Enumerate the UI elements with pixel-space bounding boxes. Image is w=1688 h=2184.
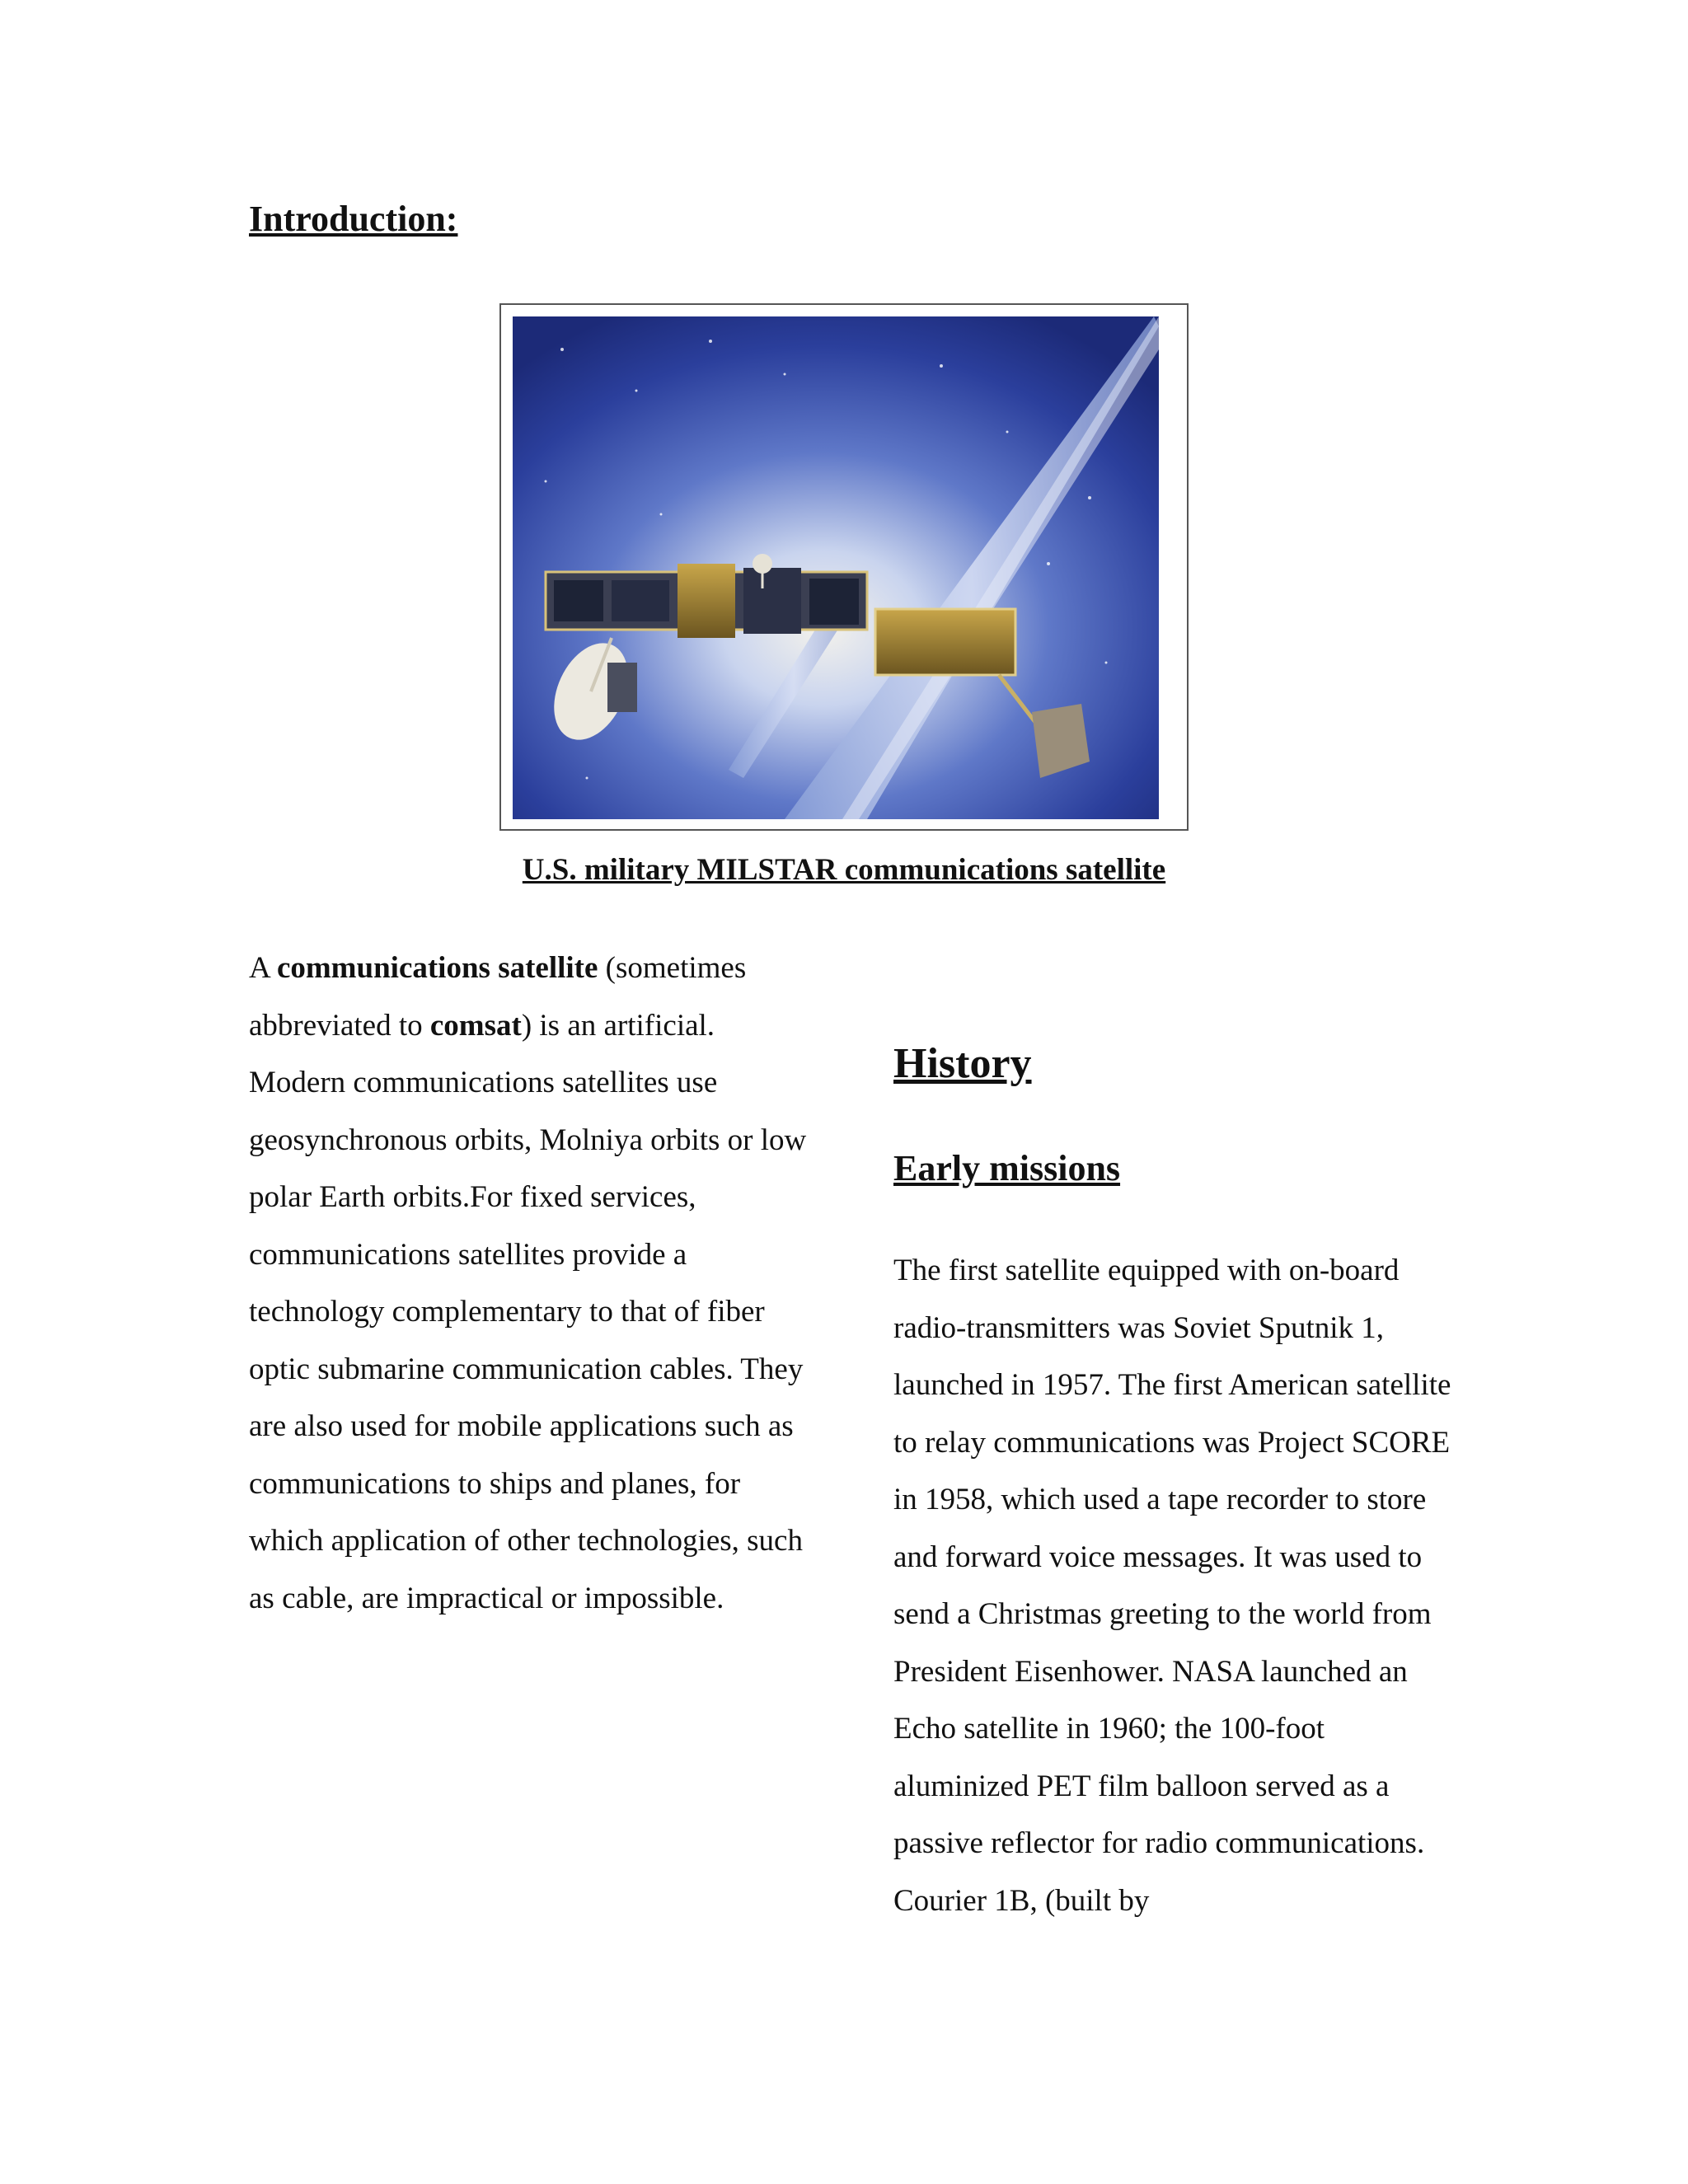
satellite-image xyxy=(513,316,1159,819)
history-heading: History xyxy=(893,1040,1032,1087)
figure-frame xyxy=(499,303,1189,831)
intro-text-2: (sometimes abbreviated to xyxy=(249,951,747,1043)
term-comsat: comsat xyxy=(429,1008,522,1043)
introduction-heading: Introduction: xyxy=(249,199,458,239)
history-section xyxy=(893,1038,1462,1929)
history-paragraph: The first satellite equipped with on-board radio-transmitters was Soviet Sputnik 1, launched in 1957. The first American satellite to relay communications was Project SCORE in 1958, which used a tape recorder to store and forward voice messages. It was used to send a Christmas greeting to the world from President Eisenhower. NASA launched an Echo satellite in 1960; the 100-foot aluminized PET film balloon served as a passive reflector for radio communications. Courier 1B, (built by xyxy=(893,1254,1451,1918)
figure-caption: U.S. military MILSTAR communications satellite xyxy=(522,853,1166,887)
satellite-illustration xyxy=(513,316,1159,819)
term-communications-satellite: communications satellite xyxy=(276,951,598,985)
intro-text-3: ) is an artificial. Modern communications satellites use geosynchronous orbits, Molniya orbits or low polar Earth orbits.For fixed services, communications satellites provide a technology complementary to that of fiber optic submarine communication cables. They are also used for mobile applications such as communications to ships and planes, for which application of other technologies, such as cable, are impractical or impossible. xyxy=(249,1008,807,1615)
intro-paragraph xyxy=(249,940,809,1627)
early-missions-heading: Early missions xyxy=(893,1148,1121,1189)
intro-text-1: A xyxy=(249,951,277,985)
